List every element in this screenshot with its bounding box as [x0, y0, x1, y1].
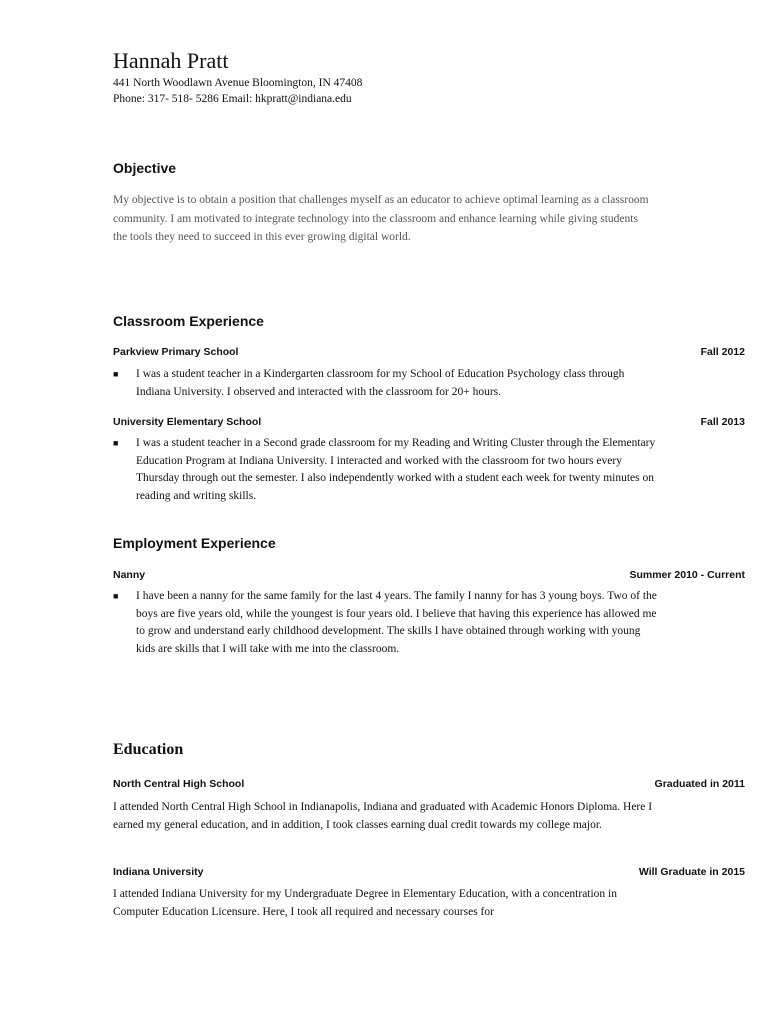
entry-header: [113, 866, 745, 878]
organization: North Central High School: [113, 778, 245, 790]
square-bullet-icon: ■: [113, 369, 119, 379]
objective-text: My objective is to obtain a position that challenges myself as an educator to achieve optimal learning as a classroom community. I am motivated to integrate technology into the classroom and enhance learning while giving students the tools they need to succeed in this ever growing digital world.: [113, 194, 649, 243]
list-item: [113, 588, 673, 658]
bullet-text: I was a student teacher in a Kindergarten classroom for my School of Education Psychology class through Indiana University. I observed and interacted with the classroom for 20+ hours.: [136, 368, 625, 398]
address: 441 North Woodlawn Avenue Bloomington, IN 47408: [113, 77, 363, 89]
organization: Parkview Primary School: [113, 346, 239, 358]
bullet-text: I have been a nanny for the same family for the last 4 years. The family I nanny for has 3 young boys. Two of the boys are five years old, while the youngest is four years old. I believe that having this experience has allowed me to grow and understand early childhood development. The skills I have obtained through working with young kids are skills that I will take with me into the classroom.: [136, 590, 657, 655]
square-bullet-icon: ■: [113, 438, 119, 448]
entry-header: [113, 346, 745, 358]
square-bullet-icon: ■: [113, 591, 119, 601]
date: Fall 2013: [700, 416, 745, 428]
date: Summer 2010 - Current: [629, 569, 745, 581]
organization: University Elementary School: [113, 416, 262, 428]
entry-header: [113, 416, 745, 428]
list-item: [113, 366, 673, 401]
date: Graduated in 2011: [654, 778, 745, 790]
organization: Nanny: [113, 569, 146, 581]
education-description: I attended North Central High School in Indianapolis, Indiana and graduated with Academic Honors Diploma. Here I earned my general education, and in addition, I took classes earning dual credit towards my college major.: [113, 801, 653, 831]
list-item: [113, 435, 673, 505]
resume-header: [113, 48, 362, 107]
organization: Indiana University: [113, 866, 204, 878]
entry-header: [113, 778, 745, 790]
objective-heading: Objective: [113, 160, 177, 176]
date: Will Graduate in 2015: [638, 866, 745, 878]
date: Fall 2012: [700, 346, 745, 358]
bullet-text: I was a student teacher in a Second grade classroom for my Reading and Writing Cluster through the Elementary Education Program at Indiana University. I interacted and worked with the classroom for two hours every Thursday through out the semester. I also independently worked with a student each week for twenty minutes on reading and writing skills.: [136, 437, 656, 502]
education-description: I attended Indiana University for my Undergraduate Degree in Elementary Education, with a concentration in Computer Education Licensure. Here, I took all required and necessary courses for: [113, 888, 618, 918]
applicant-name: Hannah Pratt: [113, 48, 229, 73]
education-heading: Education: [113, 741, 184, 758]
classroom-experience-heading: Classroom Experience: [113, 313, 264, 329]
entry-header: [113, 569, 745, 581]
employment-experience-heading: Employment Experience: [113, 535, 276, 551]
contact-line: Phone: 317- 518- 5286 Email: hkpratt@indiana.edu: [113, 93, 352, 105]
